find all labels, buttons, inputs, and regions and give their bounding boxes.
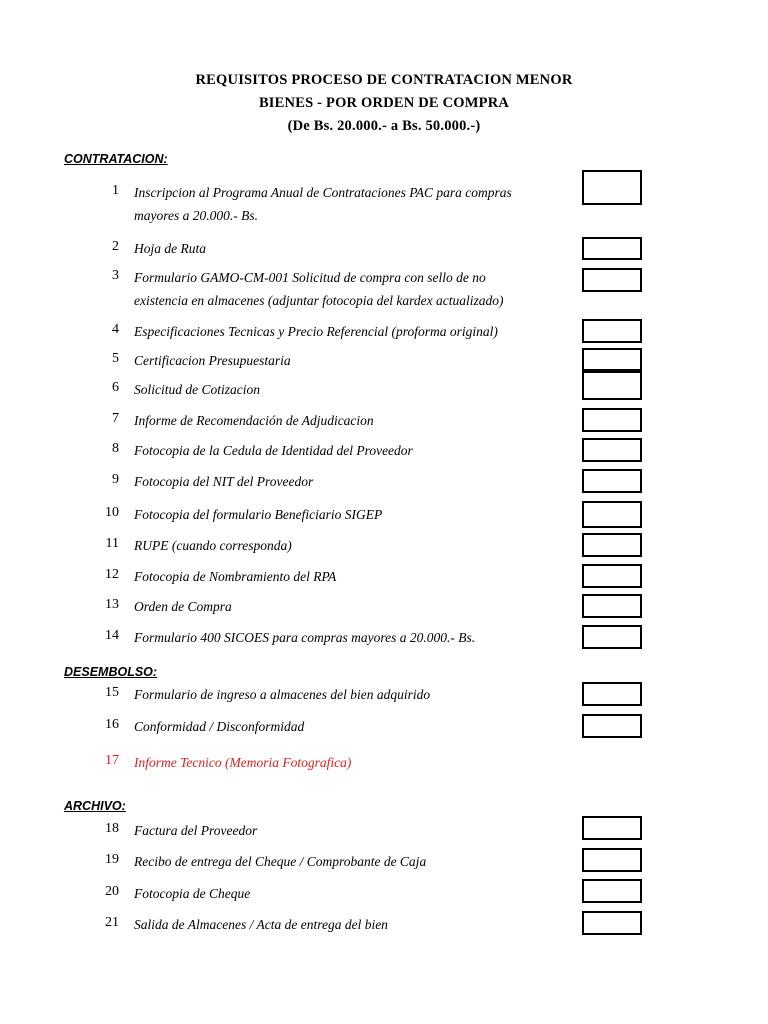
section-desembolso: DESEMBOLSO: <box>64 665 158 679</box>
item-description-line: Informe Tecnico (Memoria Fotografica) <box>134 755 352 770</box>
checkbox[interactable] <box>582 564 642 588</box>
item-description <box>134 503 554 526</box>
item-description <box>134 439 554 462</box>
item-description-line: Informe de Recomendación de Adjudicacion <box>134 413 374 428</box>
item-number: 19 <box>105 852 119 867</box>
item-description-line: mayores a 20.000.- Bs. <box>134 208 258 223</box>
checkbox[interactable] <box>582 911 642 935</box>
item-description <box>134 266 554 312</box>
checkbox[interactable] <box>582 268 642 292</box>
item-number: 8 <box>112 441 119 456</box>
item-description <box>134 751 554 774</box>
item-description-line: Fotocopia del NIT del Proveedor <box>134 474 314 489</box>
item-number: 13 <box>105 597 119 612</box>
item-description-line: Certificacion Presupuestaria <box>134 353 291 368</box>
item-description-line: Factura del Proveedor <box>134 823 258 838</box>
item-description-line: Inscripcion al Programa Anual de Contrataciones PAC para compras <box>134 185 512 200</box>
item-number: 5 <box>112 351 119 366</box>
item-description <box>134 882 554 905</box>
item-description <box>134 409 554 432</box>
item-description <box>134 181 554 227</box>
item-description-line: Especificaciones Tecnicas y Precio Referencial (proforma original) <box>134 324 498 339</box>
item-description-line: Fotocopia de Nombramiento del RPA <box>134 569 337 584</box>
item-description-line: Fotocopia del formulario Beneficiario SIGEP <box>134 507 383 522</box>
checkbox[interactable] <box>582 319 642 343</box>
item-description-line: Formulario GAMO-CM-001 Solicitud de compra con sello de no <box>134 270 486 285</box>
checkbox[interactable] <box>582 408 642 432</box>
item-number: 12 <box>105 567 119 582</box>
item-description-line: Orden de Compra <box>134 599 232 614</box>
item-number: 3 <box>112 268 119 283</box>
item-number: 9 <box>112 472 119 487</box>
checkbox[interactable] <box>582 469 642 493</box>
item-number: 14 <box>105 628 119 643</box>
item-description <box>134 626 554 649</box>
checkbox[interactable] <box>582 501 642 528</box>
checkbox[interactable] <box>582 879 642 903</box>
item-description <box>134 819 554 842</box>
item-description-line: Recibo de entrega del Cheque / Comprobante de Caja <box>134 854 427 869</box>
item-description-line: Formulario de ingreso a almacenes del bien adquirido <box>134 687 431 702</box>
item-description <box>134 349 554 372</box>
item-number: 11 <box>105 536 119 551</box>
item-description <box>134 320 554 343</box>
item-number: 4 <box>112 322 119 337</box>
item-number: 7 <box>112 411 119 426</box>
document-amount-range: (De Bs. 20.000.- a Bs. 50.000.-) <box>287 118 481 134</box>
item-description-line: Hoja de Ruta <box>134 241 206 256</box>
item-description-line: Conformidad / Disconformidad <box>134 719 305 734</box>
item-description <box>134 237 554 260</box>
checkbox[interactable] <box>582 594 642 618</box>
item-description <box>134 913 554 936</box>
item-description-line: Fotocopia de la Cedula de Identidad del Proveedor <box>134 443 413 458</box>
item-number: 20 <box>105 884 119 899</box>
item-number: 16 <box>105 717 119 732</box>
checkbox[interactable] <box>582 714 642 738</box>
item-number: 6 <box>112 380 119 395</box>
document-subtitle: BIENES - POR ORDEN DE COMPRA <box>258 95 510 111</box>
item-description-line: Fotocopia de Cheque <box>134 886 251 901</box>
checkbox[interactable] <box>582 682 642 706</box>
checkbox[interactable] <box>582 348 642 371</box>
checkbox[interactable] <box>582 816 642 840</box>
item-number: 15 <box>105 685 119 700</box>
item-number: 18 <box>105 821 119 836</box>
checkbox[interactable] <box>582 625 642 649</box>
checkbox[interactable] <box>582 371 642 400</box>
section-contratacion: CONTRATACION: <box>64 152 168 166</box>
item-description-line: Salida de Almacenes / Acta de entrega del bien <box>134 917 388 932</box>
item-description <box>134 715 554 738</box>
checkbox[interactable] <box>582 170 642 205</box>
item-description <box>134 565 554 588</box>
checkbox[interactable] <box>582 438 642 462</box>
checkbox[interactable] <box>582 533 642 557</box>
item-number: 17 <box>105 753 119 768</box>
item-description <box>134 470 554 493</box>
item-description <box>134 378 554 401</box>
item-description-line: existencia en almacenes (adjuntar fotocopia del kardex actualizado) <box>134 293 504 308</box>
item-number: 2 <box>112 239 119 254</box>
checkbox[interactable] <box>582 848 642 872</box>
item-number: 21 <box>105 915 119 930</box>
item-description-line: RUPE (cuando corresponda) <box>134 538 292 553</box>
item-number: 1 <box>112 183 119 198</box>
checkbox[interactable] <box>582 237 642 260</box>
item-number: 10 <box>105 505 119 520</box>
item-description-line: Solicitud de Cotizacion <box>134 382 260 397</box>
item-description <box>134 595 554 618</box>
document-title: REQUISITOS PROCESO DE CONTRATACION MENOR <box>195 72 573 88</box>
section-archivo: ARCHIVO: <box>64 799 126 813</box>
item-description <box>134 683 554 706</box>
item-description-line: Formulario 400 SICOES para compras mayores a 20.000.- Bs. <box>134 630 476 645</box>
item-description <box>134 534 554 557</box>
item-description <box>134 850 554 873</box>
